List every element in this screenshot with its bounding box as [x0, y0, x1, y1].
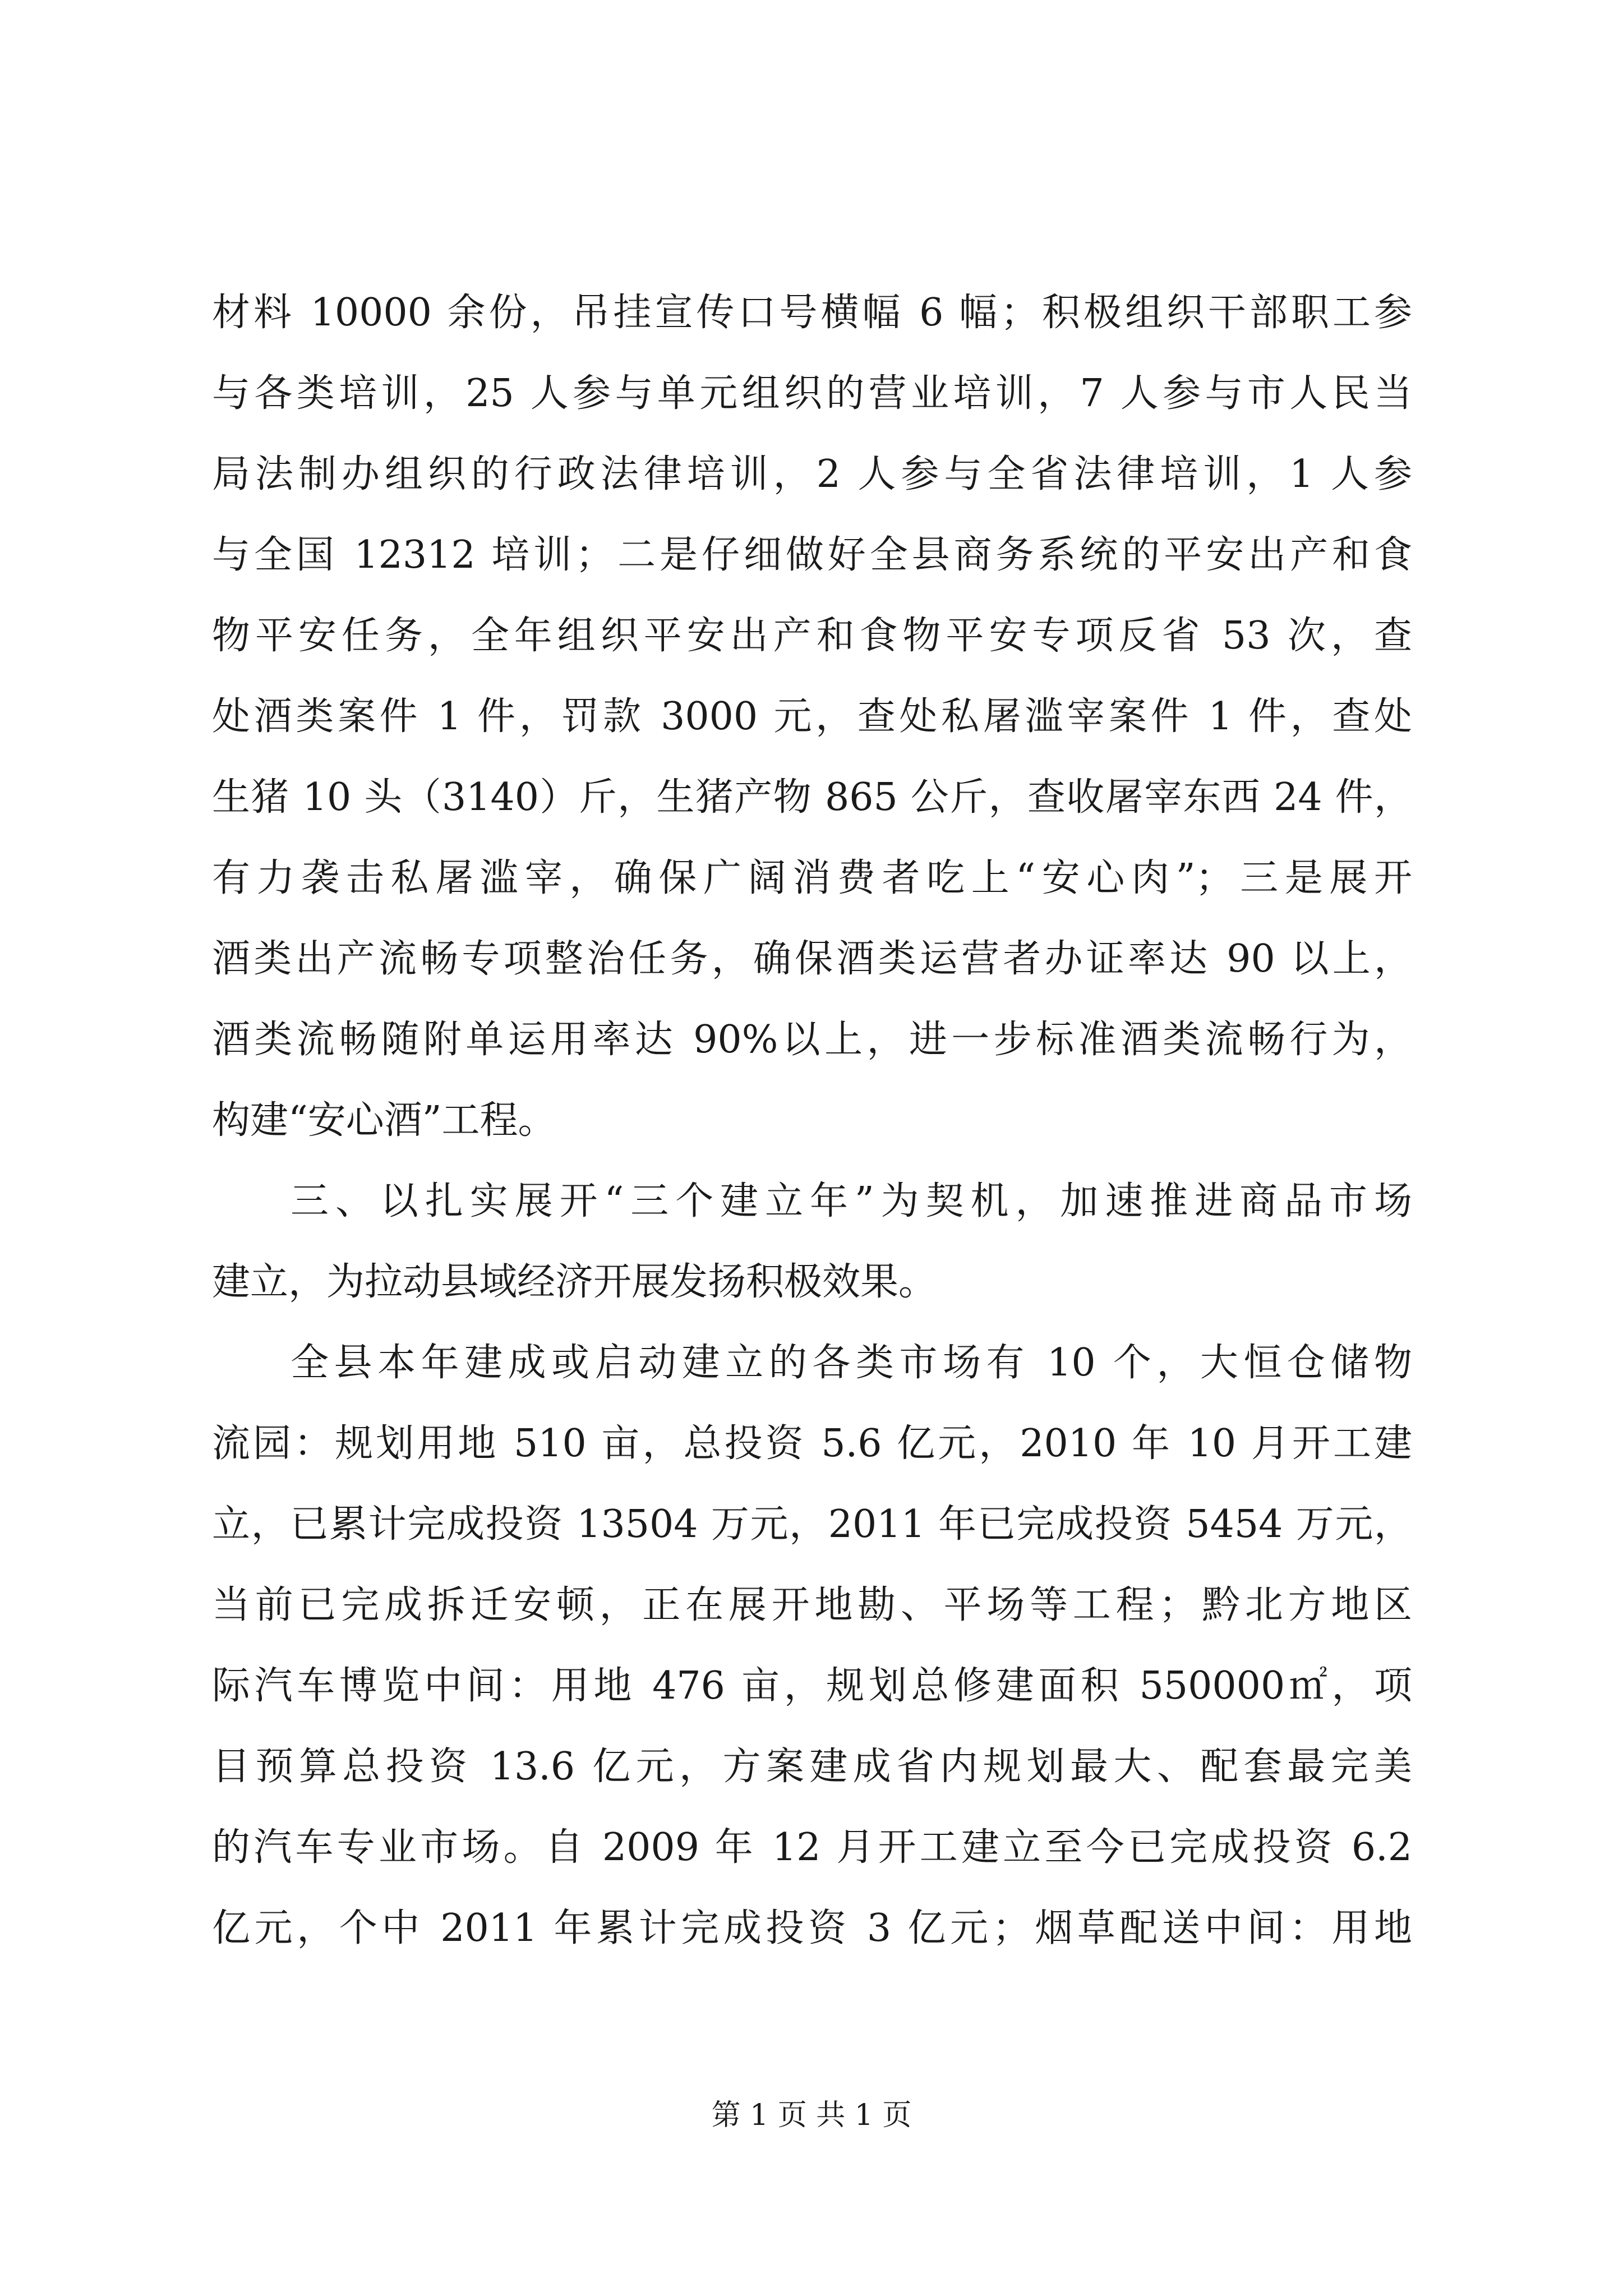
- text-line: 物平安任务，全年组织平安出产和食物平安专项反省 53 次，查: [212, 614, 1412, 658]
- text-line: 三、以扎实展开“三个建立年”为契机，加速推进商品市场: [291, 1179, 1412, 1223]
- text-line: 与各类培训，25 人参与单元组织的营业培训，7 人参与市人民当: [212, 371, 1412, 416]
- text-line: 亿元，个中 2011 年累计完成投资 3 亿元；烟草配送中间：用地: [212, 1906, 1412, 1950]
- page-number-footer: 第 1 页 共 1 页: [711, 2099, 912, 2132]
- text-line: 构建“安心酒”工程。: [212, 1098, 556, 1143]
- text-line: 生猪 10 头（3140）斤，生猪产物 865 公斤，查收屠宰东西 24 件，: [212, 775, 1412, 820]
- text-line: 际汽车博览中间：用地 476 亩，规划总修建面积 550000㎡，项: [212, 1664, 1412, 1708]
- paragraph: [212, 273, 1412, 1161]
- text-line: 的汽车专业市场。自 2009 年 12 月开工建立至今已完成投资 6.2: [212, 1825, 1412, 1870]
- text-line: 酒类出产流畅专项整治任务，确保酒类运营者办证率达 90 以上，: [212, 937, 1412, 981]
- text-line: 当前已完成拆迁安顿，正在展开地勘、平场等工程；黔北方地区: [212, 1583, 1412, 1627]
- text-line: 处酒类案件 1 件，罚款 3000 元，查处私屠滥宰案件 1 件，查处: [212, 694, 1412, 739]
- text-line: 立，已累计完成投资 13504 万元，2011 年已完成投资 5454 万元，: [212, 1502, 1412, 1547]
- text-line: 全县本年建成或启动建立的各类市场有 10 个，大恒仓储物: [291, 1341, 1412, 1385]
- text-line: 酒类流畅随附单运用率达 90%以上，进一步标准酒类流畅行为，: [212, 1018, 1412, 1062]
- paragraph: [212, 1323, 1412, 1969]
- document-body: [212, 273, 1412, 1969]
- text-line: 流园：规划用地 510 亩，总投资 5.6 亿元，2010 年 10 月开工建: [212, 1421, 1412, 1466]
- section-heading-paragraph: [212, 1161, 1412, 1323]
- text-line: 有力袭击私屠滥宰，确保广阔消费者吃上“安心肉”；三是展开: [212, 856, 1412, 900]
- text-line: 建立，为拉动县域经济开展发扬积极效果。: [212, 1260, 937, 1304]
- text-line: 与全国 12312 培训；二是仔细做好全县商务系统的平安出产和食: [212, 533, 1412, 577]
- text-line: 材料 10000 余份，吊挂宣传口号横幅 6 幅；积极组织干部职工参: [212, 291, 1412, 335]
- text-line: 目预算总投资 13.6 亿元，方案建成省内规划最大、配套最完美: [212, 1745, 1412, 1789]
- text-line: 局法制办组织的行政法律培训，2 人参与全省法律培训，1 人参: [212, 452, 1412, 496]
